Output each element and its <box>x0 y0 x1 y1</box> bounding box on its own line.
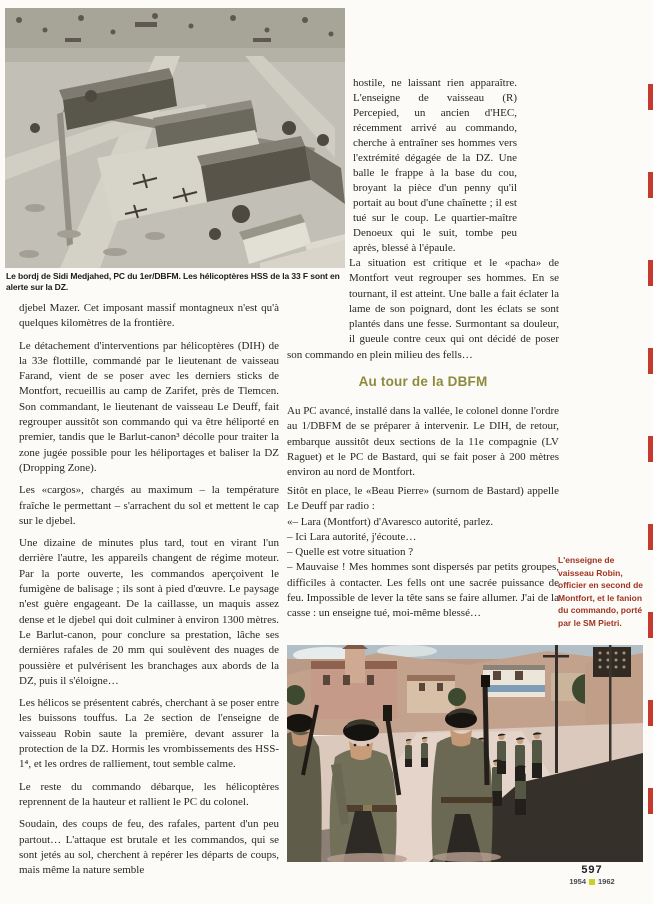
page-edge-tab <box>648 612 653 638</box>
page-edge-tab <box>648 260 653 286</box>
dialogue-line: – Quelle est votre situation ? <box>287 546 414 559</box>
paragraph: Soudain, des coups de feu, des rafales, partent d'un peu partout… L'attaque est brutale et les commandos, qui se sont jetés au sol, cherchent à repérer les départs de coups, mais même la nature semble <box>19 818 279 877</box>
dialogue-line: – Ici Lara autorité, j'écoute… <box>287 530 417 543</box>
page-number: 597 <box>581 864 603 876</box>
dialogue-block <box>287 484 559 622</box>
soldiers-photo-graphic <box>287 645 643 862</box>
page-edge-tab <box>648 788 653 814</box>
dialogue-intro: Sitôt en place, le «Beau Pierre» (surnom de Bastard) appelle Le Deuff par radio : <box>287 485 559 513</box>
paragraph: Le détachement d'interventions par hélicoptères (DIH) de la 33e flottille, commandé par le lieutenant de vaisseau Farand, vient de se poser avec les derniers sticks de Montfort, recueillis au camp de Zarifet, près de Tlemcen. Son commandant, le lieutenant de vaisseau Le Deuff, fait regrouper aussitôt son commando qui va être héliporté en premier, tandis que le Barlut-canon³ décolle pour traiter la zone jugée possible pour les héliportages et baliser la DZ (Dropping Zone). <box>19 339 279 474</box>
paragraph: hostile, ne laissant rien apparaître. L'enseigne de vaisseau (R) Percepied, un ancien d'HEC, récemment arrivé au commando, cherche à entraîner ses hommes vers l'extrémité dégagée de la DZ. Une balle le frappe à la base du cou, broyant la pièce d'un penny qu'il portait au bout d'une chaînette ; il est tué sur le coup. Le quartier-maître Denoeux qui le suit, tombe peu après, blessé à l'épaule. <box>353 77 517 254</box>
paragraph: Une dizaine de minutes plus tard, tout en virant l'un derrière l'autre, les appareils changent de régime moteur. Par la porte ouverte, les commandos aperçoivent le fumigène de balisage ; ils sont à pied d'œuvre. Le paysage n'est guère engageant. De la caillasse, un maquis assez dense et le djebel qui doit culminer à environ 1300 mètres. Le Barlut-canon, pour conclure sa prestation, lâche ses dernières rafales de 20 mm qui soulèvent des nuages de poussière et pulvérisent les branchages aux abords de la DZ, puis il s'éloigne… <box>19 537 279 687</box>
paragraph: Au PC avancé, installé dans la vallée, le colonel donne l'ordre au 1/DBFM de se préparer à intervenir. Le DIH, de retour, embarque aussitôt deux sections de la 11e compagnie (LV Raguet) et le PC de Bastard, qui se fait poser à 200 mètres environ au nord de Montfort. <box>287 405 560 479</box>
page-edge-tab <box>648 524 653 550</box>
page-edge-tab <box>648 172 653 198</box>
page-edge-tab <box>648 436 653 462</box>
year-separator-square <box>589 879 595 885</box>
paragraph: Le reste du commando débarque, les hélicoptères reprennent de la hauteur et rallient le PC du colonel. <box>19 780 279 808</box>
year-start: 1954 <box>569 877 586 886</box>
edition-years <box>552 877 632 886</box>
photo-wrap-spacer <box>287 256 349 341</box>
page-edge-tab <box>648 700 653 726</box>
margin-caption: L'enseigne de vaisseau Robin, officier en second de Montfort, et le fanion du commando, porté par le SM Pietri. <box>558 555 644 628</box>
section-heading: Au tour de la DBFM <box>358 374 488 389</box>
dialogue-line: – Mauvaise ! Mes hommes sont dispersés par petits groupes, difficiles à contacter. Les fells ont une sacrée puissance de feu. Impossible de lever la tête sans se faire allumer. J'ai de la casse : un enseigne tué, moi-même blessé… <box>287 561 559 620</box>
page-edge-tab <box>648 84 653 110</box>
paragraph: Les «cargos», chargés au maximum – la température fraîche le permettant – s'arrachent du sol et mettent le cap sur le djebel. <box>19 484 279 527</box>
soldiers-photo <box>287 645 643 862</box>
left-column <box>19 301 279 901</box>
paragraph: djebel Mazer. Cet imposant massif montagneux n'est qu'à quelques kilomètres de la frontière. <box>19 302 279 330</box>
year-end: 1962 <box>598 877 615 886</box>
page-edge-tab <box>648 348 653 374</box>
dialogue-line: «– Lara (Montfort) d'Avaresco autorité, parlez. <box>287 515 494 528</box>
page-footer <box>552 864 632 886</box>
paragraph <box>287 256 559 363</box>
paragraph: Les hélicos se présentent cabrés, cherchant à se poser entre les buissons touffus. La 2e section de l'enseigne de vaisseau Robin saute la première, devant assurer la protection de la DZ. Hormis les vrombissements des HSS-1⁴, et les ordres de ralliement, tout semble calme. <box>19 697 279 771</box>
paragraph-text: La situation est critique et le «pacha» de Montfort veut regrouper ses hommes. En se tournant, il est atteint. Une balle a fait éclater la lame de son poignard, dont les éclats se sont plantés dans une fesse. Surmontant sa douleur, il gueule contre ceux qui ont décidé de poser son commando en plein milieu des fells… <box>287 257 559 361</box>
photo-caption-top: Le bordj de Sidi Medjahed, PC du 1er/DBFM. Les hélicoptères HSS de la 33 F sont en alerte sur la DZ. <box>6 271 340 292</box>
